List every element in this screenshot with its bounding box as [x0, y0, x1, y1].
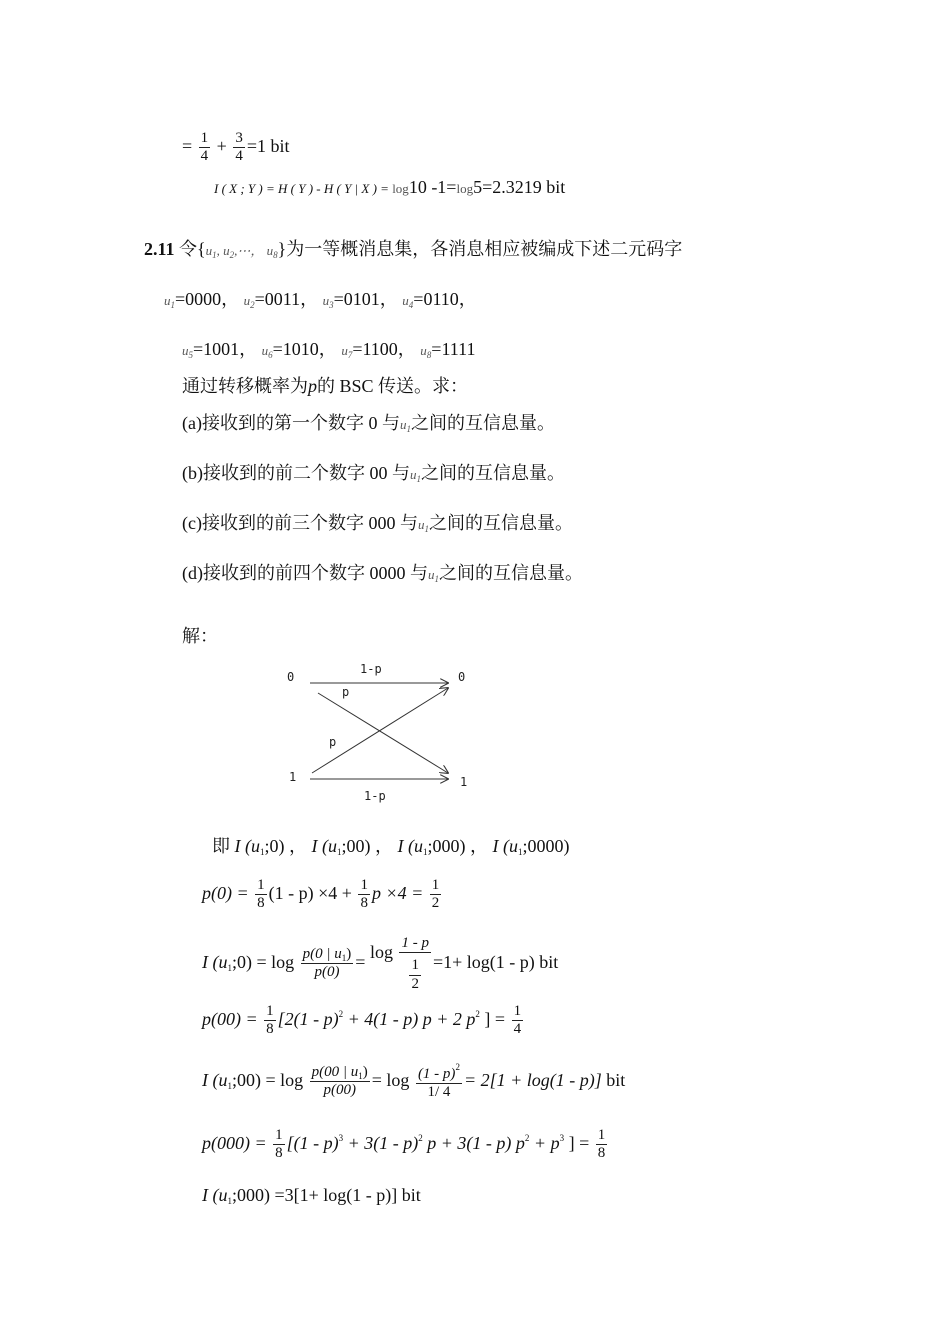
fraction-one-quarter: $\frac{1}{4}$ — [200, 130, 209, 165]
question-d: (d)接收到的前四个数字 0000 与$u_1$之间的互信息量。 — [182, 563, 583, 584]
equation-p000: p(000) = $\frac{1}{8}$ [(1 - p)$^3$ + 3(1 - p)$^2$ p + 3(1 - p) $p^2 + p^3$ ] = $\frac{1}{8}$ — [202, 1127, 606, 1162]
equation-p0: p(0) = $\frac{1}{8}$ (1 - p) ×4 + $\frac{1}{8}$ p ×4 = $\frac{1}{2}$ — [202, 877, 440, 912]
cross-label-upper: p — [342, 685, 350, 699]
bottom-transition-label: 1-p — [364, 789, 386, 803]
problem-statement: 2.11 令{$u_1$, $u_2,\cdots$， $u_8$}为一等概消息集，各消息相应被编成下述二元码字 — [144, 239, 683, 260]
input-0-label: 0 — [287, 670, 295, 684]
codewords-row-2: $u_5=1001$， $u_6=1010$， $u_7=1100$， $u_8=1111$ — [182, 339, 476, 360]
transmission-statement: 通过转移概率为p的 BSC 传送。求： — [182, 376, 469, 396]
question-a: (a)接收到的第一个数字 0 与$u_1$之间的互信息量。 — [182, 413, 555, 434]
question-c: (c)接收到的前三个数字 000 与$u_1$之间的互信息量。 — [182, 513, 573, 534]
solution-label: 解： — [182, 626, 218, 646]
top-transition-label: 1-p — [360, 662, 382, 676]
codewords-row-1: $u_1=0000$， $u_2=0011$， $u_3=0101$， $u_4=0110$， — [164, 289, 477, 310]
arrow-0-to-1 — [318, 693, 448, 773]
equation-p00: p(00) = $\frac{1}{8}$ [2(1 - p)$^2$ + 4(1 - p) p + 2 $p^2$ ] = $\frac{1}{4}$ — [202, 1003, 522, 1038]
equation-sum-fractions: = $\frac{1}{4}$ + $\frac{3}{4}$ =1 bit — [182, 130, 290, 165]
equation-I-u1-000: I $(u_1;000) =3[1+ \log(1 - p)]$ bit — [202, 1185, 421, 1206]
output-1-label: 1 — [460, 775, 468, 789]
equation-mutual-information: I ( X ; Y ) = H ( Y ) - H ( Y | X ) = log10 -1=log5=2.3219 bit — [214, 177, 566, 197]
equation-I-u1-00: I $(u_1;00) = \log$ $\frac{p(00 | u_1)}{p(00)}$ = log $\frac{(1 - p)^2}{1/ 4}$ = 2[1 + log(1 - p)] bit — [202, 1062, 626, 1101]
bsc-channel-diagram — [270, 655, 490, 810]
input-1-label: 1 — [289, 770, 297, 784]
question-b: (b)接收到的前二个数字 00 与$u_1$之间的互信息量。 — [182, 463, 565, 484]
output-0-label: 0 — [458, 670, 466, 684]
equation-I-u1-0: I $(u_1;0) = \log$ $\frac{p(0 | u_1)}{p(0)}$ = log $\frac{1 - p}{\frac{1}{2}}$ =1+ log(1 - p) bit — [202, 935, 559, 992]
targets-line: 即 I $(u_1;0)$ ， I $(u_1;00)$ ， I $(u_1;000)$ ， I $(u_1;0000)$ — [212, 836, 570, 857]
fraction-three-quarters: $\frac{3}{4}$ — [235, 130, 243, 165]
cross-label-lower: p — [329, 735, 337, 749]
